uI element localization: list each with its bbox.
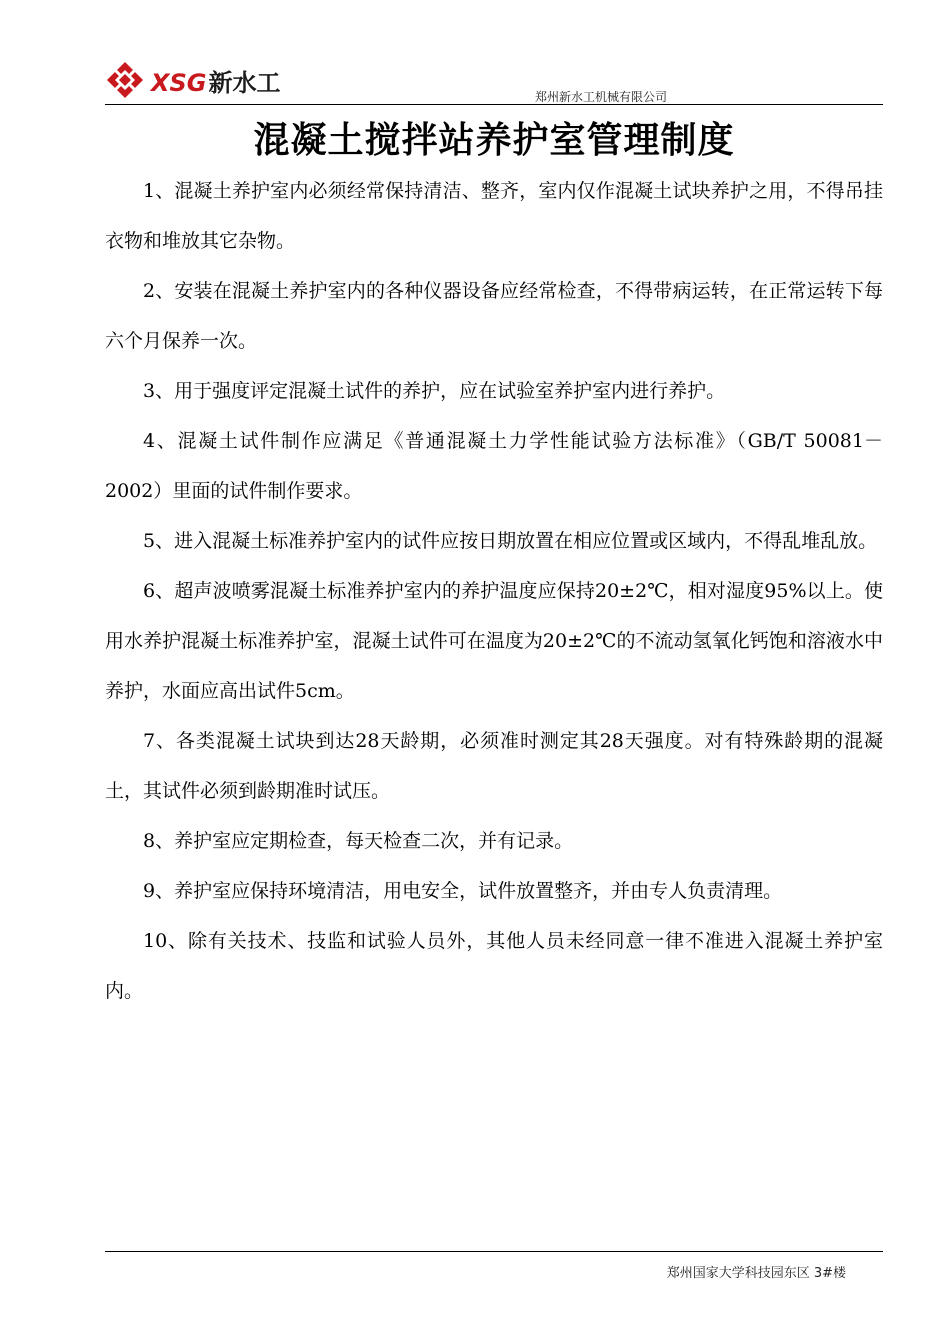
- clause-6: 6、超声波喷雾混凝土标准养护室内的养护温度应保持20±2℃，相对湿度95%以上。使用水养护混凝土标准养护室，混凝土试件可在温度为20±2℃的不流动氢氧化钙饱和溶液水中养护，水面应高出试件5cm。: [105, 580, 883, 702]
- clause-4: 4、混凝土试件制作应满足《普通混凝土力学性能试验方法标准》（GB/T 50081－2002）里面的试件制作要求。: [105, 430, 883, 502]
- clause-1: 1、混凝土养护室内必须经常保持清洁、整齐，室内仅作混凝土试块养护之用，不得吊挂衣物和堆放其它杂物。: [105, 180, 883, 252]
- document-body: [105, 166, 883, 1016]
- document-title: 混凝土搅拌站养护室管理制度: [253, 120, 735, 161]
- clause-10: 10、除有关技术、技监和试验人员外，其他人员未经同意一律不准进入混凝土养护室内。: [105, 930, 883, 1002]
- footer-divider: [105, 1251, 883, 1252]
- page-header: [105, 52, 883, 104]
- clause-8: 8、养护室应定期检查，每天检查二次，并有记录。: [143, 830, 574, 852]
- logo-diamond-icon: [105, 60, 145, 100]
- company-name: 郑州新水工机械有限公司: [534, 90, 667, 104]
- clause-7: 7、各类混凝土试块到达28天龄期，必须准时测定其28天强度。对有特殊龄期的混凝土，其试件必须到龄期准时试压。: [105, 730, 883, 802]
- clause-9: 9、养护室应保持环境清洁，用电安全，试件放置整齐，并由专人负责清理。: [143, 880, 783, 902]
- clause-2: 2、安装在混凝土养护室内的各种仪器设备应经常检查，不得带病运转，在正常运转下每六个月保养一次。: [105, 280, 883, 352]
- clause-5: 5、进入混凝土标准养护室内的试件应按日期放置在相应位置或区域内，不得乱堆乱放。: [143, 530, 878, 552]
- logo-wordmark: [151, 63, 281, 98]
- footer-address: 郑州国家大学科技园东区 3#楼: [666, 1266, 846, 1281]
- logo-chinese: 新水工: [208, 68, 281, 97]
- company-logo: [105, 56, 281, 104]
- header-divider: [105, 104, 883, 105]
- logo-latin: XSG: [151, 68, 207, 97]
- clause-3: 3、用于强度评定混凝土试件的养护，应在试验室养护室内进行养护。: [143, 380, 726, 402]
